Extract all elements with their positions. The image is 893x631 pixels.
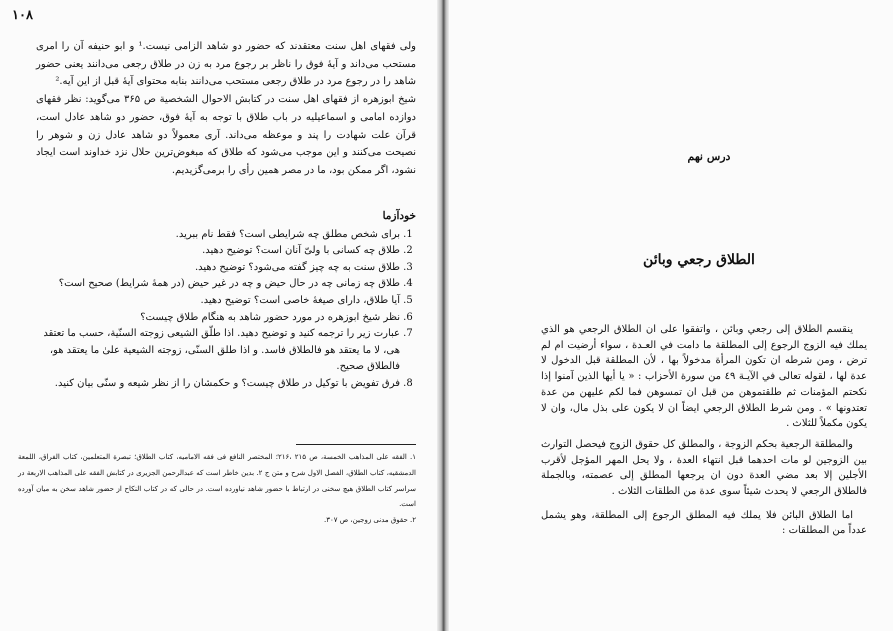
- body-paragraph: ولی فقهای اهل سنت معتقدند که حضور دو شاهد الزامی نیست.¹ و ابو حنیفه آن را امری مستحب می‌داند و آیهٔ فوق را ناظر بر رجوع مرد به زن در طلاق رجعی می‌دانند یعنی حضور شاهد را در رجوع مرد در طلاق رجعی مستحب می‌دانند بنابه محتوای آیهٔ قبل از این آیه.²: [36, 41, 416, 88]
- chapter-title: الطلاق رجعي وبائن: [643, 252, 755, 268]
- question-list: [36, 227, 416, 393]
- left-page: [0, 0, 437, 631]
- footnote: ۲. حقوق مدنی زوجین، ص ۳۰۷.: [323, 516, 416, 525]
- right-page-body: [541, 322, 867, 544]
- question-item: 2. طلاق چه کسانی با ولیّ آنان است؟ توضیح دهید.: [36, 243, 400, 260]
- lesson-title: درس نهم: [687, 150, 731, 163]
- question-item: 6. نظر شیخ ابوزهره در مورد حضور شاهد به هنگام طلاق چیست؟: [36, 310, 400, 327]
- footnotes: [18, 450, 416, 529]
- question-item: 4. طلاق چه زمانی چه در حال حیض و چه در غیر حیض (در همهٔ شرایط) صحیح است؟: [36, 276, 400, 293]
- footnote-divider: [296, 444, 416, 445]
- body-paragraph: والمطلقة الرجعية بحكم الزوجة ، والمطلق كل حقوق الزوج فيحصل التوارث بين الزوجين لو مات احدهما قبل انتهاء العدة ، ولا يحل المهر المؤجل لأقرب الأجلين إلا بعد مضي العدة دون ان يرجعها المطلق إلى عصمته، وبالجملة فالطلاق الرجعي لا يحدث شيئاً سوى عدة من الطلقات الثلاث .: [541, 438, 867, 498]
- body-paragraph: اما الطلاق البائن فلا يملك فيه المطلق الرجوع إلى المطلقة، وهو يشمل عدداً من المطلقات :: [541, 509, 867, 537]
- left-page-body: [36, 38, 416, 180]
- page-number: ۱۰۸: [12, 8, 33, 23]
- self-test-title: خودآزما: [382, 210, 416, 222]
- question-item: 7. عبارت زیر را ترجمه کنید و توضیح دهید. اذا طلّق الشیعی زوجته السنّیة، حسب ما تعتقد هی، لا ما یعتقد هو فالطلاق فاسد. و اذا طلق السنّی، زوجته الشیعیة علیٰ ما یعتقد هو، فالطلاق صحیح.: [36, 326, 400, 376]
- question-item: 3. طلاق سنت به چه چیز گفته می‌شود؟ توضیح دهید.: [36, 260, 400, 277]
- body-paragraph: شیخ ابوزهره از فقهای اهل سنت در کتابش الاحوال الشخصیة ص ۳۶۵ می‌گوید: نظر فقهای دوازده امامی و اسماعیلیه در باب طلاق با توجه به آیهٔ فوق، حضور دو شاهد عادل است، قرآن علت شهادت را پند و موعظه می‌داند. آری معمولاً دو شاهد عادل زن و شوهر را نصیحت می‌کنند و این موجب می‌شود که طلاق که مبغوض‌ترین حلال نزد خداوند است ایجاد نشود، اگر ممکن بود، ما در مصر همین رأی را برمی‌گزیدیم.: [36, 94, 416, 176]
- footnote: ۱. الفقه علی المذاهب الخمسة، ص ۲۱۵ ،۲۱۶؛ المختصر النافع فی فقه الامامیه، کتاب الطلاق؛ تبصرة المتعلمین، کتاب الفراق، اللمعة الدمشقیه، کتاب الطلاق، الفصل الاول شرح و متن ج ۲. بدین خاطر است که عبدالرحمن الجزیری در کتابش الفقه علی المذاهب الاربعة در سراسر کتاب الطلاق هیچ سخنی در ارتباط با حضور شاهد نیاورده است. در حالی که در کتاب النکاح از حضور شاهد سخن به میان آورده است.: [18, 453, 416, 509]
- book-gutter: [437, 0, 449, 631]
- question-item: 1. برای شخص مطلق چه شرایطی است؟ فقط نام ببرید.: [36, 227, 400, 244]
- body-paragraph: ينقسم الطلاق إلى رجعي وبائن ، واتفقوا على ان الطلاق الرجعي هو الذي يملك فيه الزوج الرجوع إلى المطلقة ما دامت في العـدة ، سواء أرضيت ام لم ترض ، ومن شرطه ان تكون المرأة مدخولاً بها ، لأن المطلقة قبل الدخول لا عدة لها ، لقوله تعالى في الآيـة ٤٩ من سورة الأحزاب : « يا أيها الذين آمنوا إذا نكحتم المؤمنات ثم طلقتموهن من قبل ان تمسوهن فما لكم عليهن من عدة تعتدونها » . ومن شرط الطلاق الرجعي ايضاً ان لا يكون على بذل مال، وان لا يكون مكملاً للثلاث .: [541, 324, 868, 430]
- question-item: 5. آیا طلاق، دارای صیغهٔ خاصی است؟ توضیح دهید.: [36, 293, 400, 310]
- right-page: [449, 0, 893, 631]
- self-test-section: [36, 208, 416, 393]
- question-item: 8. فرق تفویض با توکیل در طلاق چیست؟ و حکمشان را از نظر شیعه و سنّی بیان کنید.: [36, 376, 400, 393]
